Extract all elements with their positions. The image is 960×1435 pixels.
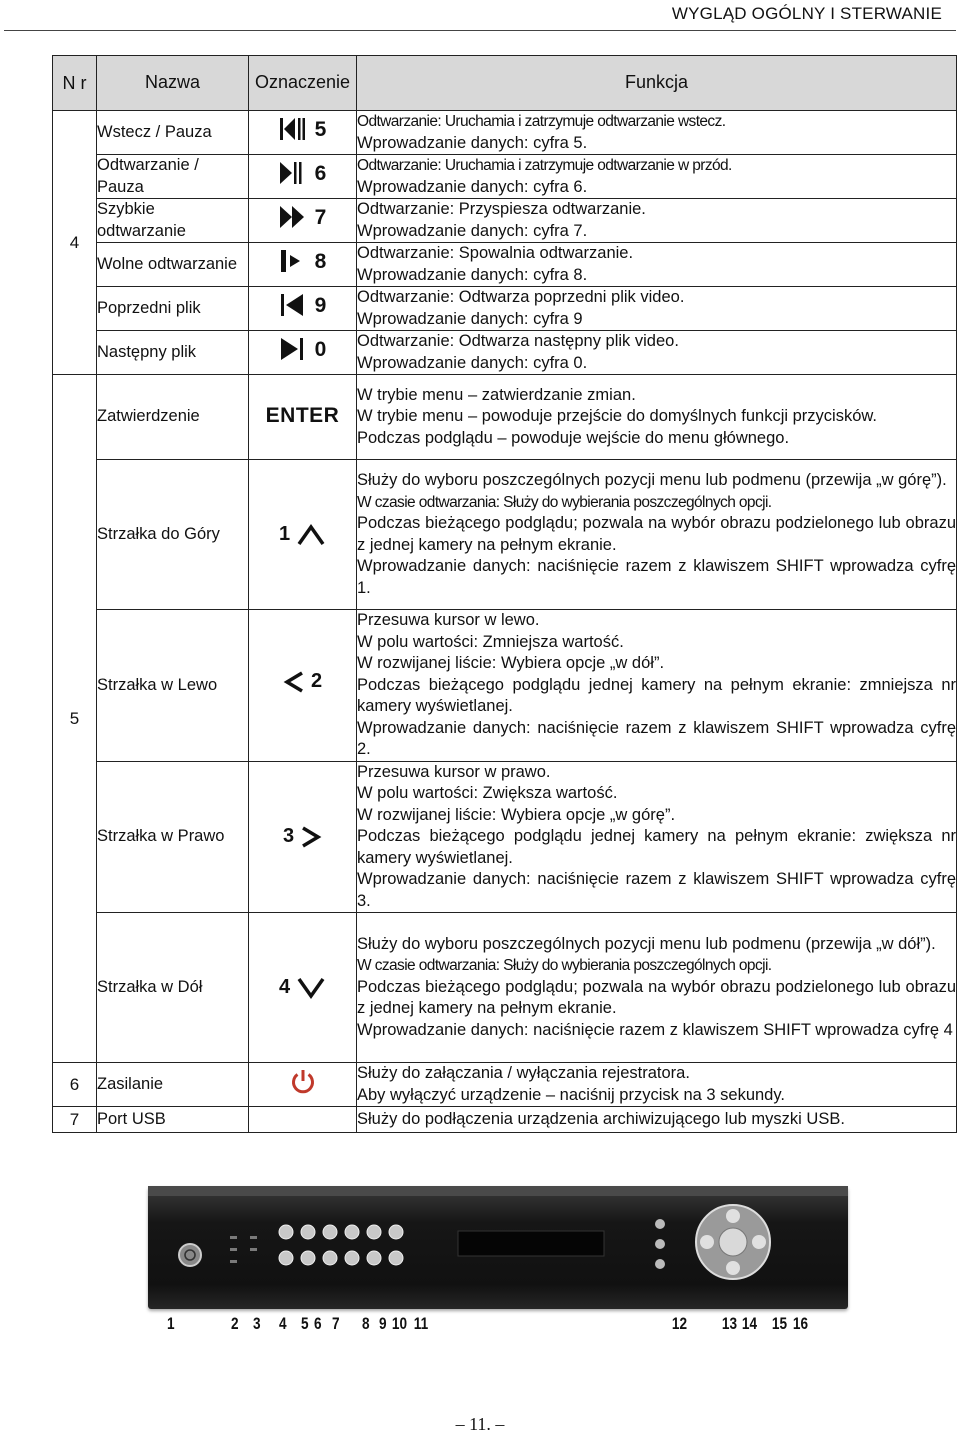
symbol-digit: 6 bbox=[314, 161, 327, 185]
control-name: Zasilanie bbox=[97, 1063, 249, 1107]
table-row bbox=[53, 460, 957, 610]
control-name: Strzałka w Prawo bbox=[97, 761, 249, 913]
control-symbol bbox=[249, 155, 357, 199]
control-symbol bbox=[249, 1107, 357, 1133]
symbol-digit: 3 bbox=[282, 825, 295, 847]
table-row bbox=[53, 1107, 957, 1133]
arrow-right-icon bbox=[300, 824, 322, 850]
symbol-digit: 8 bbox=[314, 249, 327, 273]
control-function bbox=[357, 913, 957, 1063]
control-symbol bbox=[249, 111, 357, 155]
table-row bbox=[53, 111, 957, 155]
control-function bbox=[357, 287, 957, 331]
table-row bbox=[53, 913, 957, 1063]
rewind-pause-icon bbox=[278, 115, 306, 143]
function-line: Wprowadzanie danych: cyfra 5. bbox=[357, 133, 588, 152]
function-line: Wprowadzanie danych: cyfra 9 bbox=[357, 309, 583, 328]
callout-number: 2 bbox=[230, 1314, 239, 1333]
symbol-digit: 2 bbox=[310, 670, 323, 693]
symbol-digit: 0 bbox=[314, 337, 327, 361]
control-symbol bbox=[249, 1063, 357, 1107]
arrow-up-icon bbox=[296, 523, 326, 547]
function-line: Wprowadzanie danych: cyfra 0. bbox=[357, 353, 588, 372]
function-line: W rozwijanej liście: Wybiera opcje „w górę”. bbox=[357, 805, 676, 824]
function-line: Wprowadzanie danych: naciśnięcie razem z klawiszem SHIFT wprowadza cyfrę 1. bbox=[357, 557, 956, 597]
controls-table bbox=[52, 55, 957, 1133]
function-line: W czasie odtwarzania: Służy do wybierania poszczególnych opcji. bbox=[357, 493, 772, 511]
symbol-digit: 7 bbox=[314, 205, 327, 229]
control-symbol bbox=[249, 761, 357, 913]
table-row bbox=[53, 243, 957, 287]
control-symbol bbox=[249, 610, 357, 762]
table-row bbox=[53, 155, 957, 199]
header-rule bbox=[4, 30, 956, 31]
function-line: Służy do podłączenia urządzenia archiwizującego lub myszki USB. bbox=[357, 1109, 845, 1128]
function-line: Wprowadzanie danych: naciśnięcie razem z klawiszem SHIFT wprowadza cyfrę 2. bbox=[357, 718, 956, 758]
table-row bbox=[53, 610, 957, 762]
previous-file-icon bbox=[278, 291, 306, 319]
arrow-left-icon bbox=[283, 669, 305, 695]
table-row bbox=[53, 375, 957, 460]
control-function bbox=[357, 111, 957, 155]
control-function bbox=[357, 1107, 957, 1133]
control-name: Odtwarzanie / Pauza bbox=[97, 155, 249, 199]
enter-label: ENTER bbox=[265, 404, 340, 428]
control-symbol bbox=[249, 460, 357, 610]
function-line: Wprowadzanie danych: cyfra 8. bbox=[357, 265, 588, 284]
control-name: Szybkie odtwarzanie bbox=[97, 199, 249, 243]
function-line: W trybie menu – zatwierdzanie zmian. bbox=[357, 385, 636, 404]
control-name: Zatwierdzenie bbox=[97, 375, 249, 460]
function-line: Odtwarzanie: Uruchamia i zatrzymuje odtwarzanie wstecz. bbox=[357, 113, 726, 130]
arrow-down-icon bbox=[296, 976, 326, 1000]
group-number: 5 bbox=[53, 375, 97, 1063]
callout-number: 13 bbox=[721, 1314, 738, 1333]
control-symbol bbox=[249, 243, 357, 287]
control-function bbox=[357, 243, 957, 287]
table-row bbox=[53, 761, 957, 913]
function-line: Podczas bieżącego podglądu jednej kamery na pełnym ekranie: zmniejsza nr kamery wyświetlanej. bbox=[357, 675, 956, 715]
callout-number: 10 bbox=[391, 1314, 408, 1333]
control-symbol bbox=[249, 331, 357, 375]
function-line: Odtwarzanie: Odtwarza następny plik video. bbox=[357, 332, 679, 350]
table-row bbox=[53, 287, 957, 331]
function-line: Odtwarzanie: Przyspiesza odtwarzanie. bbox=[357, 200, 646, 218]
function-line: Aby wyłączyć urządzenie – naciśnij przycisk na 3 sekundy. bbox=[357, 1085, 785, 1104]
control-symbol bbox=[249, 375, 357, 460]
header-symbol: Oznaczenie bbox=[249, 56, 357, 111]
control-name: Wolne odtwarzanie bbox=[97, 243, 249, 287]
function-line: Podczas bieżącego podglądu; pozwala na wybór obrazu podzielonego lub obrazu z jednej kamery na pełnym ekranie. bbox=[357, 514, 956, 554]
device-callouts bbox=[148, 1186, 868, 1346]
callout-number: 11 bbox=[413, 1314, 429, 1333]
callout-number: 15 bbox=[771, 1314, 788, 1333]
control-name: Strzałka w Lewo bbox=[97, 610, 249, 762]
page-header: WYGLĄD OGÓLNY I STERWANIE bbox=[671, 4, 942, 23]
function-line: W trybie menu – powoduje przejście do domyślnych funkcji przycisków. bbox=[357, 407, 877, 426]
control-name: Strzałka w Dół bbox=[97, 913, 249, 1063]
control-function bbox=[357, 199, 957, 243]
function-line: W polu wartości: Zwiększa wartość. bbox=[357, 784, 618, 802]
header-name: Nazwa bbox=[97, 56, 249, 111]
table-row bbox=[53, 331, 957, 375]
function-line: Podczas bieżącego podglądu; pozwala na wybór obrazu podzielonego lub obrazu z jednej kamery na pełnym ekranie. bbox=[357, 977, 956, 1018]
function-line: Służy do załączania / wyłączania rejestratora. bbox=[357, 1064, 690, 1082]
control-name: Strzałka do Góry bbox=[97, 460, 249, 610]
header-nr: N r bbox=[53, 56, 97, 111]
function-line: Wprowadzanie danych: cyfra 7. bbox=[357, 221, 588, 240]
function-line: Służy do wyboru poszczególnych pozycji menu lub podmenu (przewija „w dół”). bbox=[357, 934, 936, 953]
play-pause-icon bbox=[278, 159, 306, 187]
table-row bbox=[53, 1063, 957, 1107]
function-line: Podczas bieżącego podglądu jednej kamery na pełnym ekranie: zwiększa nr kamery wyświetlanej. bbox=[357, 827, 956, 867]
callout-number: 6 bbox=[313, 1314, 322, 1333]
control-function bbox=[357, 761, 957, 913]
control-function bbox=[357, 610, 957, 762]
table-header-row bbox=[53, 56, 957, 111]
callout-number: 1 bbox=[166, 1314, 175, 1333]
callout-number: 8 bbox=[361, 1314, 370, 1333]
next-file-icon bbox=[278, 335, 306, 363]
function-line: W czasie odtwarzania: Służy do wybierania poszczególnych opcji. bbox=[357, 957, 772, 975]
function-line: Wprowadzanie danych: naciśnięcie razem z klawiszem SHIFT wprowadza cyfrę 3. bbox=[357, 870, 956, 910]
function-line: Odtwarzanie: Spowalnia odtwarzanie. bbox=[357, 244, 634, 262]
control-symbol bbox=[249, 199, 357, 243]
function-line: Odtwarzanie: Odtwarza poprzedni plik video. bbox=[357, 288, 685, 306]
function-line: Służy do wyboru poszczególnych pozycji menu lub podmenu (przewija „w górę”). bbox=[357, 471, 947, 489]
fast-forward-icon bbox=[278, 203, 306, 231]
table-row bbox=[53, 199, 957, 243]
callout-number: 4 bbox=[278, 1314, 287, 1333]
function-line: Wprowadzanie danych: cyfra 6. bbox=[357, 177, 588, 196]
control-symbol bbox=[249, 913, 357, 1063]
slow-play-icon bbox=[278, 247, 306, 275]
callout-number: 12 bbox=[671, 1314, 688, 1333]
function-line: Przesuwa kursor w lewo. bbox=[357, 611, 540, 629]
function-line: Podczas podglądu – powoduje wejście do menu głównego. bbox=[357, 428, 790, 447]
control-function bbox=[357, 460, 957, 610]
function-line: Odtwarzanie: Uruchamia i zatrzymuje odtwarzanie w przód. bbox=[357, 157, 732, 174]
control-name: Wstecz / Pauza bbox=[97, 111, 249, 155]
header-function: Funkcja bbox=[357, 56, 957, 111]
control-function bbox=[357, 331, 957, 375]
callout-number: 7 bbox=[331, 1314, 340, 1333]
control-function bbox=[357, 155, 957, 199]
symbol-digit: 5 bbox=[314, 117, 327, 141]
function-line: Wprowadzanie danych: naciśnięcie razem z klawiszem SHIFT wprowadza cyfrę 4 bbox=[357, 1020, 953, 1039]
function-line: W rozwijanej liście: Wybiera opcje „w dół”. bbox=[357, 654, 665, 672]
callout-number: 5 bbox=[300, 1314, 309, 1333]
symbol-digit: 1 bbox=[278, 522, 291, 545]
power-icon bbox=[289, 1067, 317, 1095]
control-function bbox=[357, 375, 957, 460]
group-number: 4 bbox=[53, 111, 97, 375]
symbol-digit: 4 bbox=[278, 975, 291, 998]
callout-number: 9 bbox=[378, 1314, 387, 1333]
group-number: 6 bbox=[53, 1063, 97, 1107]
control-name: Poprzedni plik bbox=[97, 287, 249, 331]
control-name: Następny plik bbox=[97, 331, 249, 375]
callout-number: 16 bbox=[792, 1314, 809, 1333]
control-name: Port USB bbox=[97, 1107, 249, 1133]
control-function bbox=[357, 1063, 957, 1107]
symbol-digit: 9 bbox=[314, 293, 327, 317]
callout-number: 3 bbox=[252, 1314, 261, 1333]
control-symbol bbox=[249, 287, 357, 331]
group-number: 7 bbox=[53, 1107, 97, 1133]
page-number: – 11. – bbox=[455, 1414, 505, 1434]
callout-number: 14 bbox=[741, 1314, 758, 1333]
function-line: W polu wartości: Zmniejsza wartość. bbox=[357, 632, 624, 651]
function-line: Przesuwa kursor w prawo. bbox=[357, 762, 551, 781]
